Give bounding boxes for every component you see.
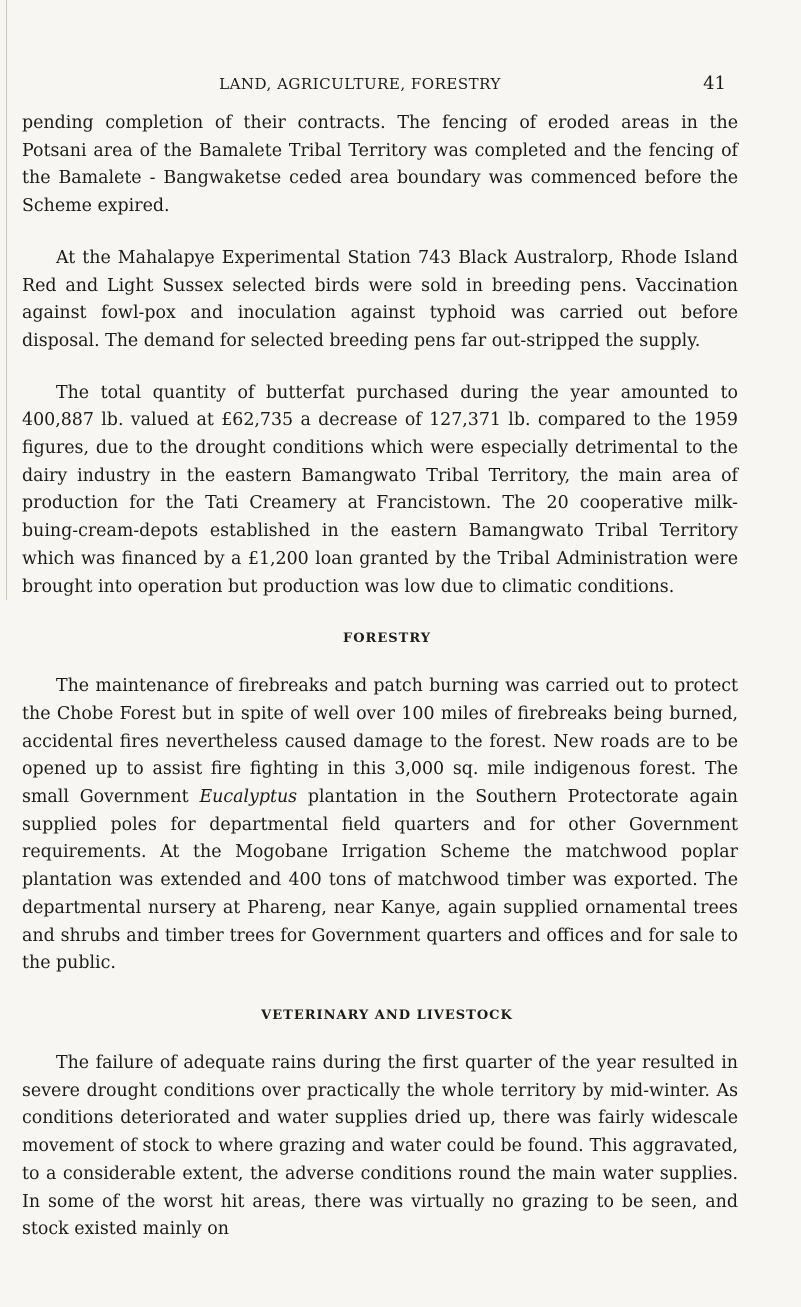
paragraph-poultry: At the Mahalapye Experimental Station 743 Black Australorp, Rhode Island Red and Light Sussex selected birds were sold in breeding pens. Vaccination against fowl-pox and inoculation against typhoid was carried out before disposal. The demand for selected breeding pens far out-stripped the supply. (22, 247, 738, 351)
paragraph-veterinary: The failure of adequate rains during the first quarter of the year resulted in severe drought conditions over practically the whole territory by mid-winter. As conditions deteriorated and water supplies dried up, there was fairly widescale movement of stock to where grazing and water could be found. This aggravated, to a considerable extent, the adverse conditions round the main water supplies. In some of the worst hit areas, there was virtually no grazing to be seen, and stock existed mainly on (22, 1052, 738, 1240)
paragraph-fencing: pending completion of their contracts. The fencing of eroded areas in the Potsani area of the Bamalete Tribal Territory was completed and the fencing of the Bamalete - Bangwaketse ceded area boundary was commenced before the Scheme expired. (22, 113, 738, 217)
forestry-text-part-2: plantation in the Southern Protectorate again supplied poles for departmental field quarters and for other Government requirements. At the Mogobane Irrigation Scheme the matchwood poplar plantation was extended and 400 tons of matchwood timber was exported. The departmental nursery at Phareng, near Kanye, again supplied ornamental trees and shrubs and timber trees for Government quarters and offices and for sale to the public. (22, 787, 738, 974)
forestry-italic-term: Eucalyptus (199, 787, 298, 808)
paragraph-butterfat: The total quantity of butterfat purchased during the year amounted to 400,887 lb. valued at £62,735 a decrease of 127,371 lb. compared to the 1959 figures, due to the drought conditions which were especially detrimental to the dairy industry in the eastern Bamangwato Tribal Territory, the main area of production for the Tati Creamery at Francistown. The 20 cooperative milk-buing-cream-depots established in the eastern Bamangwato Tribal Territory which was financed by a £1,200 loan granted by the Tribal Administration were brought into operation but production was low due to climatic conditions. (22, 382, 738, 597)
forestry-text-part-1: The maintenance of firebreaks and patch burning was carried out to protect the Chobe Forest but in spite of well over 100 miles of firebreaks being burned, accidental fires nevertheless caused damage to the forest. New roads are to be opened up to assist fire fighting in this 3,000 sq. mile indigenous forest. The small Government (22, 676, 738, 808)
section-heading-veterinary: VETERINARY AND LIVESTOCK (261, 1007, 513, 1023)
section-heading-forestry: FORESTRY (342, 631, 431, 647)
body-text (22, 110, 738, 1244)
page-number: 41 (703, 73, 726, 94)
running-header (0, 72, 801, 96)
running-title: LAND, AGRICULTURE, FORESTRY (219, 75, 501, 93)
paragraph-forestry (22, 673, 738, 978)
